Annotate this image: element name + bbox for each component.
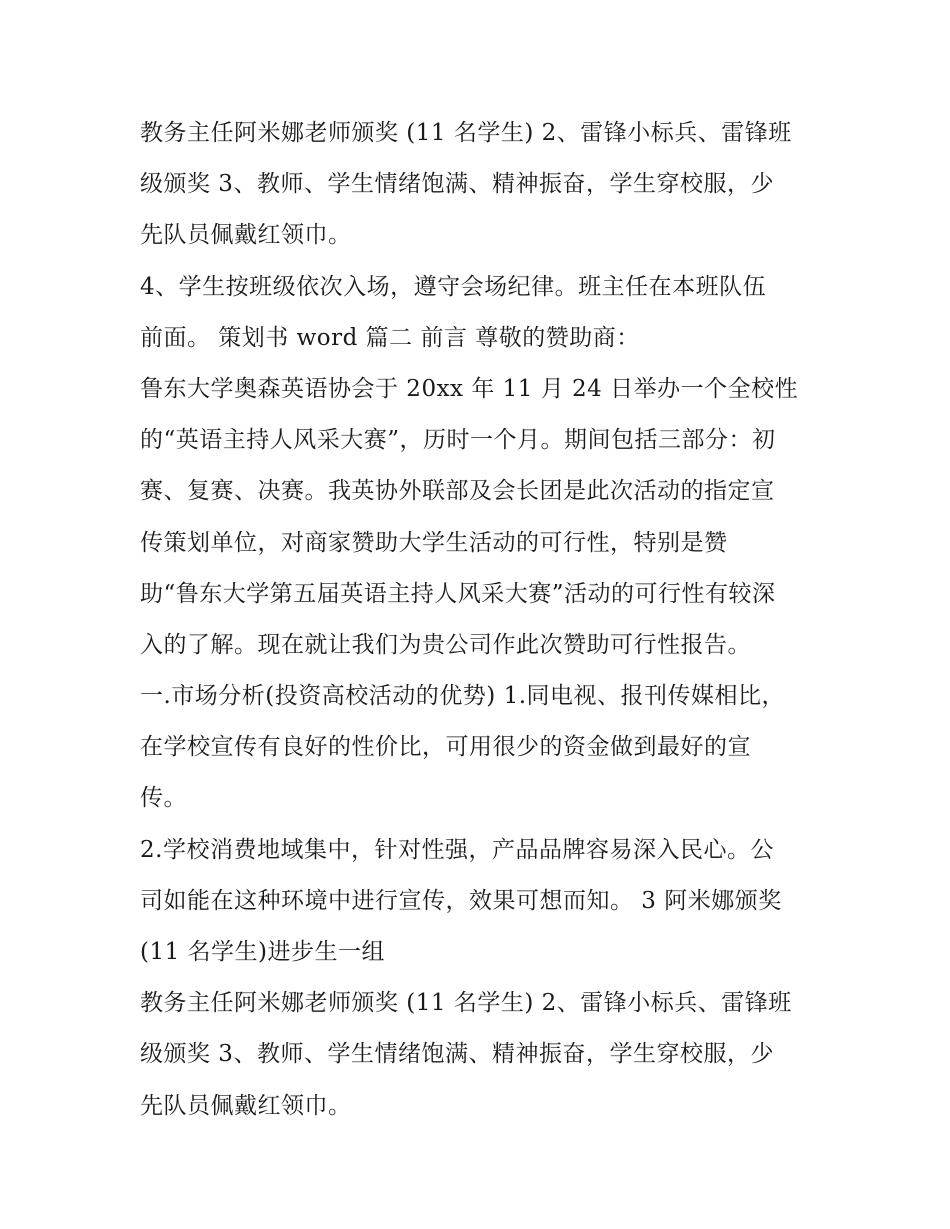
text-line: 入的了解。现在就让我们为贵公司作此次赞助可行性报告。 <box>140 631 751 658</box>
text-line: 司如能在这种环境中进行宣传，效果可想而知。 3 阿米娜颁奖 <box>140 887 782 914</box>
text-line: 先队员佩戴红领巾。 <box>140 222 352 249</box>
text-line: 教务主任阿米娜老师颁奖 (11 名学生) 2、雷锋小标兵、雷锋班 <box>140 990 792 1017</box>
text-line: 传。 <box>140 785 187 812</box>
text-line: 先队员佩戴红领巾。 <box>140 1092 352 1119</box>
text-line: 在学校宣传有良好的性价比，可用很少的资金做到最好的宣 <box>140 734 751 761</box>
text-line: 鲁东大学奥森英语协会于 20xx 年 11 月 24 日举办一个全校性 <box>140 375 799 402</box>
text-line: 4、学生按班级依次入场，遵守会场纪律。班主任在本班队伍 <box>140 273 767 300</box>
text-line: 的“英语主持人风采大赛”，历时一个月。期间包括三部分：初 <box>140 427 776 454</box>
document-body <box>140 108 820 1132</box>
text-line: 前面。 策划书 word 篇二 前言 尊敬的赞助商： <box>140 324 640 351</box>
text-line: 级颁奖 3、教师、学生情绪饱满、精神振奋，学生穿校服，少 <box>140 1041 774 1068</box>
text-line: 2.学校消费地域集中，针对性强，产品品牌容易深入民心。公 <box>140 836 774 863</box>
text-line: 传策划单位，对商家赞助大学生活动的可行性，特别是赞 <box>140 529 728 556</box>
text-line: 教务主任阿米娜老师颁奖 (11 名学生) 2、雷锋小标兵、雷锋班 <box>140 120 792 146</box>
text-line: 级颁奖 3、教师、学生情绪饱满、精神振奋，学生穿校服，少 <box>140 171 774 198</box>
text-line: 一.市场分析(投资高校活动的优势) 1.同电视、报刊传媒相比， <box>140 683 786 710</box>
text-line: 助“鲁东大学第五届英语主持人风采大赛”活动的可行性有较深 <box>140 580 776 607</box>
text-line: 赛、复赛、决赛。我英协外联部及会长团是此次活动的指定宣 <box>140 478 775 505</box>
text-line: (11 名学生)进步生一组 <box>140 939 386 965</box>
